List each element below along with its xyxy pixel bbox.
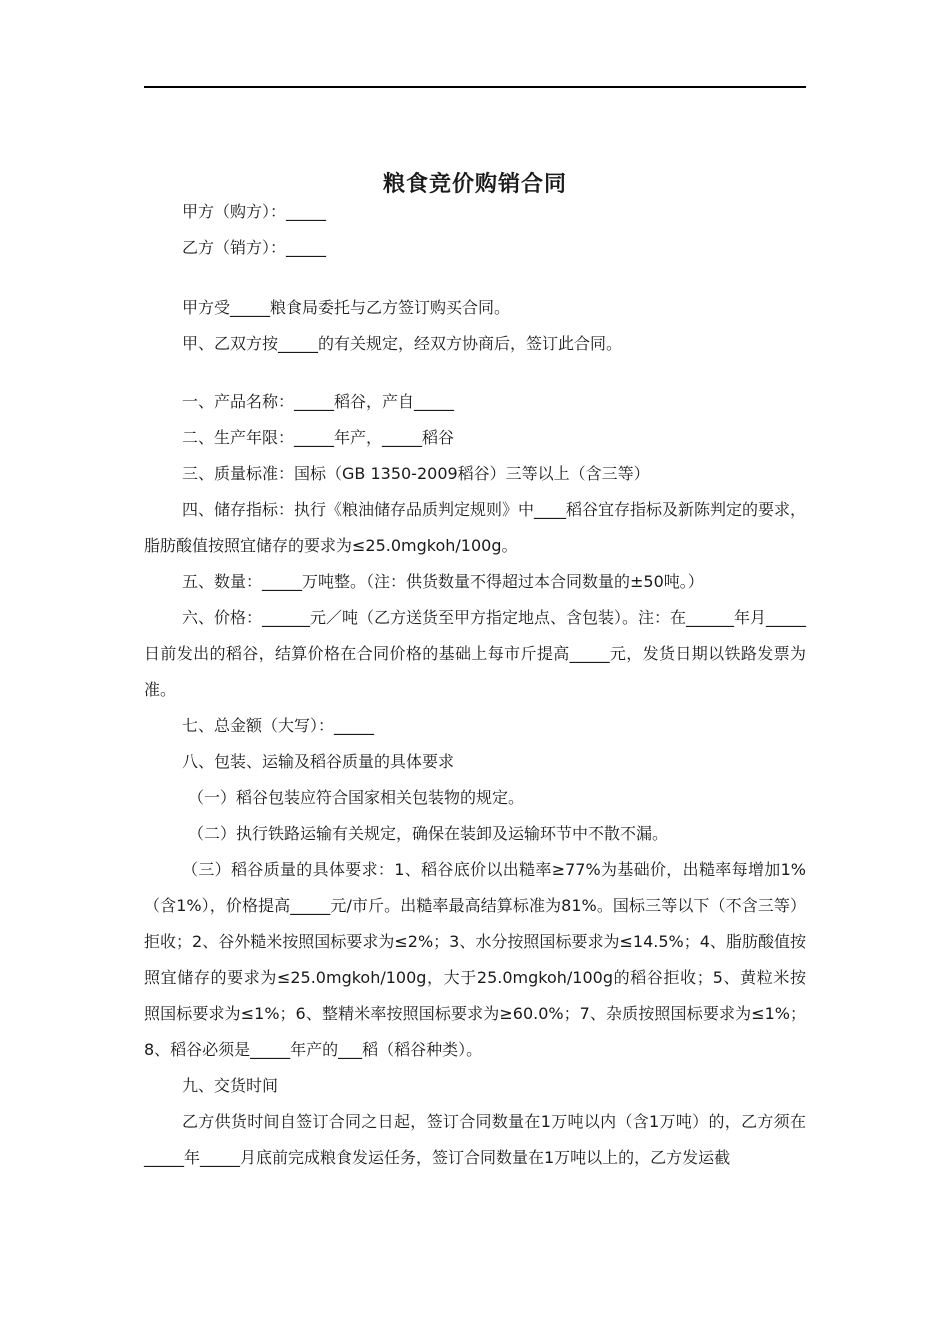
clause-packaging-3: （三）稻谷质量的具体要求：1、稻谷底价以出糙率≥77%为基础价，出糙率每增加1%（含1%），价格提高_____元/市斤。出糙率最高结算标准为81%。国标三等以下（不含三等）拒收；2、谷外糙米按照国标要求为≤2%；3、水分按照国标要求为≤14.5%；4、脂肪酸值按照宜储存的要求为≤25.0mgkoh/100g，大于25.0mgkoh/100g的稻谷拒收；5、黄粒米按照国标要求为≤1%；6、整精米率按照国标要求为≥60.0%；7、杂质按照国标要求为≤1%；8、稻谷必须是_____年产的___稻（稻谷种类）。: [144, 860, 806, 1059]
clause-delivery-body: 乙方供货时间自签订合同之日起，签订合同数量在1万吨以内（含1万吨）的，乙方须在_____年_____月底前完成粮食发运任务，签订合同数量在1万吨以上的，乙方发运截: [144, 1112, 806, 1167]
clause-packaging-heading: 八、包装、运输及稻谷质量的具体要求: [182, 752, 455, 771]
party-a: 甲方（购方）：_____: [182, 202, 327, 221]
clause-total-amount: 七、总金额（大写）：_____: [182, 716, 375, 735]
clause-packaging-2: （二）执行铁路运输有关规定，确保在装卸及运输环节中不散不漏。: [188, 824, 669, 843]
clause-production-year: 二、生产年限：_____年产，_____稻谷: [182, 428, 455, 447]
header-rule: [144, 86, 806, 88]
party-b: 乙方（销方）：_____: [182, 238, 327, 257]
clause-product-name: 一、产品名称：_____稻谷，产自_____: [182, 392, 455, 411]
clause-quantity: 五、数量：_____万吨整。（注：供货数量不得超过本合同数量的±50吨。）: [182, 572, 704, 591]
clause-storage-index: 四、储存指标：执行《粮油储存品质判定规则》中____稻谷宜存指标及新陈判定的要求，脂肪酸值按照宜储存的要求为≤25.0mgkoh/100g。: [144, 500, 807, 555]
clause-packaging-1: （一）稻谷包装应符合国家相关包装物的规定。: [188, 788, 525, 807]
clause-delivery-heading: 九、交货时间: [182, 1076, 279, 1095]
clause-quality-standard: 三、质量标准：国标（GB 1350-2009稻谷）三等以上（含三等）: [182, 464, 650, 483]
intro-line-2: 甲、乙双方按_____的有关规定，经双方协商后，签订此合同。: [182, 334, 623, 353]
contract-body: [144, 194, 806, 1176]
document-title: 粮食竞价购销合同: [382, 171, 567, 197]
intro-line-1: 甲方受_____粮食局委托与乙方签订购买合同。: [182, 298, 511, 317]
clause-price: 六、价格：______元／吨（乙方送货至甲方指定地点、含包装）。注：在______年月_____日前发出的稻谷，结算价格在合同价格的基础上每市斤提高_____元，发货日期以铁路发票为准。: [144, 608, 807, 699]
